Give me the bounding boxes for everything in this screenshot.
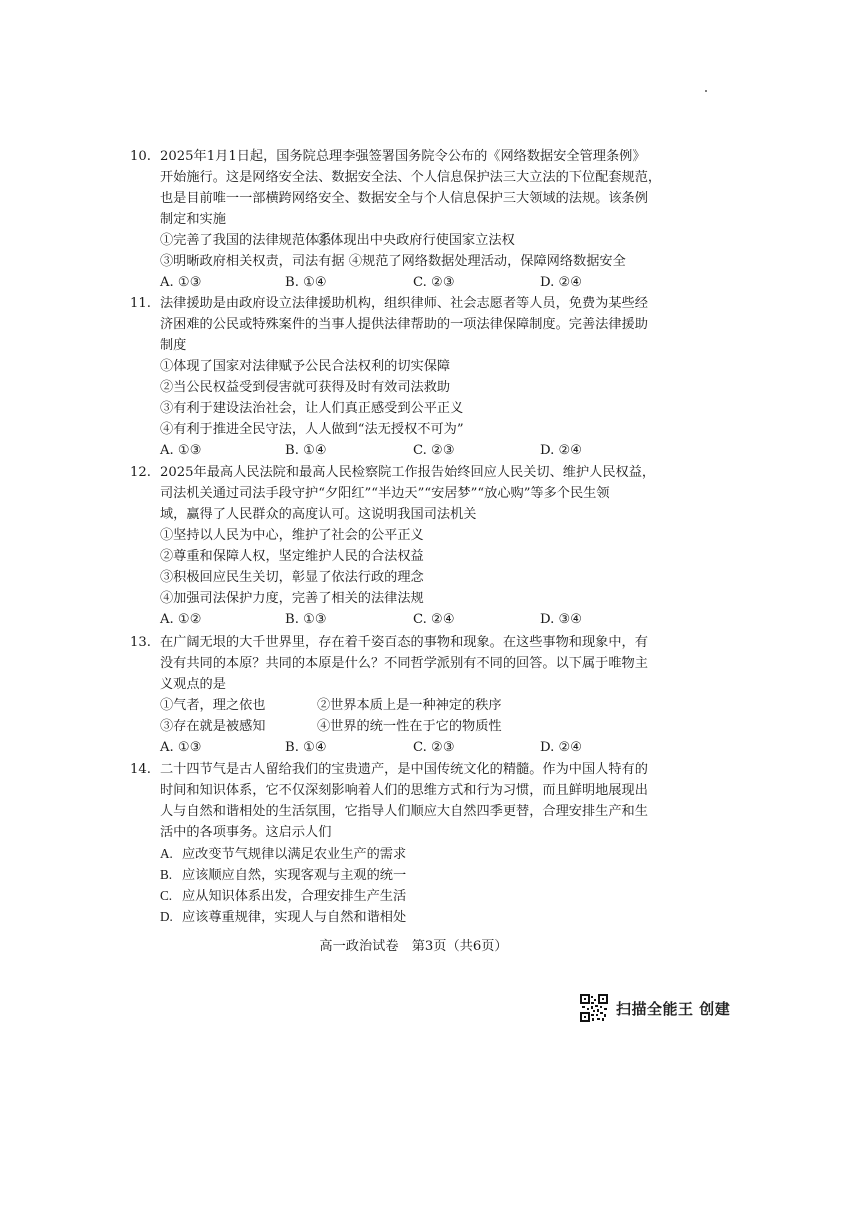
options-row xyxy=(130,609,650,630)
question-stem-line: 济困难的公民或特殊案件的当事人提供法律帮助的一项法律保障制度。完善法律援助 xyxy=(160,317,648,332)
choice-a: A. 应改变节气规律以满足农业生产的需求 xyxy=(160,846,407,862)
option-d: D. ③④ xyxy=(540,612,583,627)
question-stem-line: 11. 法律援助是由政府设立法律援助机构，组织律师、社会志愿者等人员，免费为某些经 xyxy=(130,293,650,314)
option-b: B. ①④ xyxy=(285,443,327,458)
statement: ③积极回应民生关切，彰显了依法行政的理念 xyxy=(160,570,424,585)
question-number: 11. xyxy=(130,296,151,311)
option-d: D. ②④ xyxy=(540,740,583,755)
question-number: 13. xyxy=(130,635,151,650)
question-number: 10. xyxy=(130,149,151,164)
question-stem-line: 义观点的是 xyxy=(160,677,226,692)
question-10 xyxy=(130,146,662,293)
question-stem-line: 没有共同的本原？共同的本原是什么？不同哲学派别有不同的回答。以下属于唯物主 xyxy=(160,656,648,671)
statement: ①体现了国家对法律赋予公民合法权利的切实保障 xyxy=(160,359,451,374)
options-row xyxy=(130,737,650,758)
option-d: D. ②④ xyxy=(540,275,583,290)
statement-row xyxy=(130,695,650,716)
question-14 xyxy=(130,759,650,927)
choice-c: C. 应从知识体系出发，合理安排生产生活 xyxy=(160,888,407,904)
statement: ③有利于建设法治社会，让人们真正感受到公平正义 xyxy=(160,401,464,416)
question-stem-line: 制定和实施 xyxy=(160,212,226,227)
choice-b: B. 应该顺应自然，实现客观与主观的统一 xyxy=(160,867,407,883)
scanner-brand-text: 扫描全能王 创建 xyxy=(616,999,731,1018)
statement: ④有利于推进全民守法，人人做到“法无授权不可为” xyxy=(160,422,464,437)
question-number: 12. xyxy=(130,465,151,480)
options-row xyxy=(130,440,650,461)
question-stem-line: 活中的各项事务。这启示人们 xyxy=(160,825,332,840)
option-b: B. ①③ xyxy=(285,612,327,627)
question-11 xyxy=(130,293,650,461)
option-c: C. ②④ xyxy=(413,612,455,627)
option-c: C. ②③ xyxy=(413,443,455,458)
option-a: A. ①③ xyxy=(160,275,202,290)
statement: ③存在就是被感知 xyxy=(160,719,266,734)
question-stem-line: 司法机关通过司法手段守护“夕阳红”“半边天”“安居梦”“放心购”等多个民生领 xyxy=(160,486,610,501)
question-stem-line: 制度 xyxy=(160,338,187,353)
option-a: A. ①② xyxy=(160,612,202,627)
question-stem-line: 13. 在广阔无垠的大千世界里，存在着千姿百态的事物和现象。在这些事物和现象中，有 xyxy=(130,632,650,653)
question-12 xyxy=(130,462,656,630)
option-a: A. ①③ xyxy=(160,443,202,458)
question-stem-line: 人与自然和谐相处的生活氛围，它指导人们顺应大自然四季更替，合理安排生产和生 xyxy=(160,804,648,819)
option-d: D. ②④ xyxy=(540,443,583,458)
options-row xyxy=(130,272,650,293)
question-stem-line: 10. 2025年1月1日起，国务院总理李强签署国务院令公布的《网络数据安全管理条例》 xyxy=(130,146,650,167)
statement: ②体现出中央政府行使国家立法权 xyxy=(317,233,515,248)
option-a: A. ①③ xyxy=(160,740,202,755)
scan-speck xyxy=(705,90,707,92)
statement: ②世界本质上是一种神定的秩序 xyxy=(317,698,502,713)
choice-d: D. 应该尊重规律，实现人与自然和谐相处 xyxy=(160,909,407,925)
qr-code-icon xyxy=(580,994,608,1022)
statement: ④世界的统一性在于它的物质性 xyxy=(317,719,502,734)
question-stem-line: 也是目前唯一一部横跨网络安全、数据安全与个人信息保护三大领域的法规。该条例 xyxy=(160,191,648,206)
question-stem-line: 域，赢得了人民群众的高度认可。这说明我国司法机关 xyxy=(160,507,477,522)
question-stem-line: 开始施行。这是网络安全法、数据安全法、个人信息保护法三大立法的下位配套规范， xyxy=(160,170,662,185)
question-number: 14. xyxy=(130,762,151,777)
page-footer: 高一政治试卷 第3页（共6页） xyxy=(319,939,508,954)
question-stem-line: 12. 2025年最高人民法院和最高人民检察院工作报告始终回应人民关切、维护人民权益， xyxy=(130,462,650,483)
statement: ①完善了我国的法律规范体系 xyxy=(160,233,332,248)
option-b: B. ①④ xyxy=(285,740,327,755)
question-stem-line: 时间和知识体系，它不仅深刻影响着人们的思维方式和行为习惯，而且鲜明地展现出 xyxy=(160,783,648,798)
statement-row xyxy=(130,716,650,737)
statement: ①气者，理之依也 xyxy=(160,698,266,713)
statement-row: ③明晰政府相关权责，司法有据 ④规范了网络数据处理活动，保障网络数据安全 xyxy=(160,254,626,269)
option-b: B. ①④ xyxy=(285,275,327,290)
statement: ④加强司法保护力度，完善了相关的法律法规 xyxy=(160,591,424,606)
question-13 xyxy=(130,632,650,758)
statement: ①坚持以人民为中心，维护了社会的公平正义 xyxy=(160,528,424,543)
option-c: C. ②③ xyxy=(413,275,455,290)
statement-row xyxy=(130,230,650,251)
scanner-watermark xyxy=(580,993,730,1023)
statement: ②尊重和保障人权，坚定维护人民的合法权益 xyxy=(160,549,424,564)
option-c: C. ②③ xyxy=(413,740,455,755)
question-stem-line: 14. 二十四节气是古人留给我们的宝贵遗产，是中国传统文化的精髓。作为中国人特有的 xyxy=(130,759,650,780)
statement: ②当公民权益受到侵害就可获得及时有效司法救助 xyxy=(160,380,451,395)
